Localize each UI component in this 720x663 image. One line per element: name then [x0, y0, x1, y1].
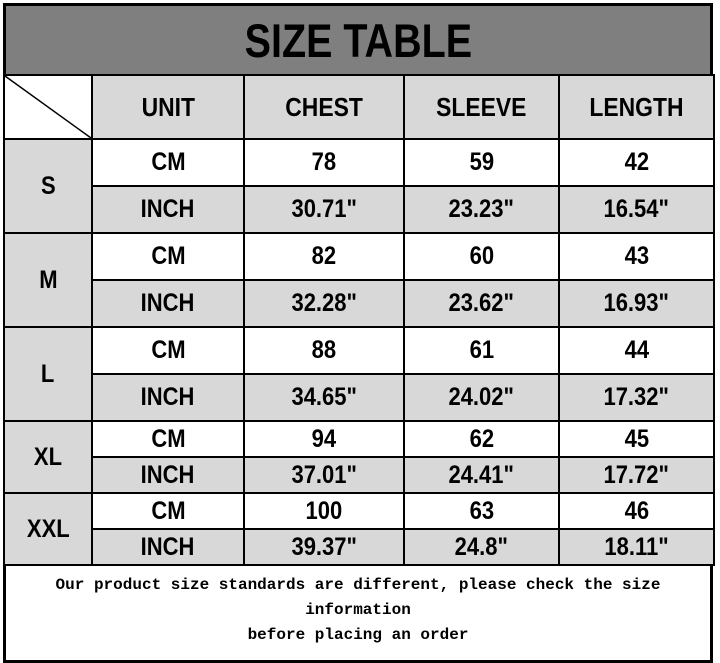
- value-xl-cm-1: [404, 421, 559, 457]
- diagonal-cell: [4, 75, 92, 139]
- value-s-inch-2: [559, 186, 714, 233]
- unit-cell-m-inch-text: INCH: [141, 289, 195, 317]
- unit-cell-m-inch: [92, 280, 244, 327]
- value-xl-inch-2: [559, 457, 714, 493]
- value-xxl-inch-0-text: 39.37": [291, 532, 357, 561]
- col-header-sleeve-label: SLEEVE: [436, 91, 527, 122]
- title-bar: [3, 3, 713, 77]
- unit-cell-m-cm: [92, 233, 244, 280]
- value-m-inch-2-text: 16.93": [603, 289, 670, 317]
- value-xxl-cm-0: [244, 493, 404, 529]
- diagonal-divider-icon: [5, 76, 91, 138]
- value-m-inch-1-text: 23.62": [448, 289, 515, 317]
- value-xxl-inch-0: [244, 529, 404, 565]
- value-xl-inch-2-text: 17.72": [603, 460, 670, 489]
- value-l-inch-1-text: 24.02": [448, 383, 515, 411]
- unit-cell-s-cm-text: CM: [150, 148, 186, 176]
- col-header-chest-label: CHEST: [285, 91, 363, 122]
- row-s-cm: [4, 139, 714, 186]
- unit-cell-s-inch-text: INCH: [141, 195, 195, 223]
- value-m-cm-0-text: 82: [311, 242, 337, 270]
- row-l-inch: [4, 374, 714, 421]
- value-xxl-cm-2-text: 46: [624, 496, 649, 525]
- unit-cell-xxl-cm-text: CM: [150, 496, 186, 525]
- size-label-xl: [4, 421, 92, 493]
- value-l-cm-2: [559, 327, 714, 374]
- unit-cell-l-inch: [92, 374, 244, 421]
- unit-cell-xxl-inch-text: INCH: [141, 532, 195, 561]
- value-l-inch-0-text: 34.65": [291, 383, 357, 411]
- size-label-m-text: M: [38, 265, 58, 294]
- unit-cell-xl-inch: [92, 457, 244, 493]
- value-l-cm-2-text: 44: [624, 336, 649, 364]
- unit-cell-l-cm: [92, 327, 244, 374]
- value-m-inch-0: [244, 280, 404, 327]
- value-m-cm-1: [404, 233, 559, 280]
- unit-cell-xl-cm-text: CM: [150, 424, 186, 453]
- size-chart-sheet: [3, 3, 713, 663]
- col-header-unit: [92, 75, 244, 139]
- value-xl-cm-0: [244, 421, 404, 457]
- value-m-cm-2-text: 43: [624, 242, 649, 270]
- value-s-cm-2-text: 42: [624, 148, 649, 176]
- row-xxl-inch: [4, 529, 714, 565]
- size-label-xxl: [4, 493, 92, 565]
- col-header-length-label: LENGTH: [589, 91, 684, 122]
- size-label-l: [4, 327, 92, 421]
- size-note-line2: before placing an order: [247, 626, 469, 644]
- table-header-row: [4, 75, 714, 139]
- value-xl-cm-2: [559, 421, 714, 457]
- value-l-cm-0-text: 88: [311, 336, 337, 364]
- value-s-inch-0-text: 30.71": [291, 195, 357, 223]
- value-s-inch-1: [404, 186, 559, 233]
- value-xxl-inch-1: [404, 529, 559, 565]
- unit-cell-xl-inch-text: INCH: [141, 460, 195, 489]
- value-l-inch-2-text: 17.32": [603, 383, 670, 411]
- value-xxl-inch-2: [559, 529, 714, 565]
- value-m-inch-0-text: 32.28": [291, 289, 357, 317]
- value-xl-cm-2-text: 45: [624, 424, 649, 453]
- value-xxl-cm-1: [404, 493, 559, 529]
- value-s-cm-2: [559, 139, 714, 186]
- size-table: [3, 74, 715, 566]
- unit-cell-s-inch: [92, 186, 244, 233]
- value-xl-inch-0-text: 37.01": [291, 460, 357, 489]
- value-xxl-cm-0-text: 100: [305, 496, 343, 525]
- value-m-inch-1: [404, 280, 559, 327]
- value-s-cm-0-text: 78: [311, 148, 337, 176]
- value-m-cm-1-text: 60: [469, 242, 494, 270]
- size-table-body: [4, 139, 714, 565]
- unit-cell-s-cm: [92, 139, 244, 186]
- col-header-unit-label: UNIT: [141, 91, 195, 122]
- col-header-chest: [244, 75, 404, 139]
- value-s-inch-1-text: 23.23": [448, 195, 515, 223]
- unit-cell-l-cm-text: CM: [150, 336, 186, 364]
- row-xl-inch: [4, 457, 714, 493]
- value-m-cm-2: [559, 233, 714, 280]
- value-m-inch-2: [559, 280, 714, 327]
- value-xxl-inch-2-text: 18.11": [604, 532, 669, 561]
- size-label-l-text: L: [41, 359, 55, 388]
- size-note-line1: Our product size standards are different, please check the size information: [55, 576, 661, 619]
- size-label-xxl-text: XXL: [26, 514, 70, 543]
- value-l-cm-0: [244, 327, 404, 374]
- value-s-inch-0: [244, 186, 404, 233]
- value-l-cm-1-text: 61: [469, 336, 494, 364]
- row-s-inch: [4, 186, 714, 233]
- row-m-inch: [4, 280, 714, 327]
- size-label-s: [4, 139, 92, 233]
- size-label-xl-text: XL: [33, 442, 63, 471]
- size-label-m: [4, 233, 92, 327]
- value-s-cm-0: [244, 139, 404, 186]
- page-title: SIZE TABLE: [244, 13, 472, 67]
- col-header-sleeve: [404, 75, 559, 139]
- value-xl-inch-1: [404, 457, 559, 493]
- value-l-inch-1: [404, 374, 559, 421]
- row-m-cm: [4, 233, 714, 280]
- value-s-inch-2-text: 16.54": [603, 195, 670, 223]
- size-note: [3, 564, 713, 663]
- unit-cell-m-cm-text: CM: [150, 242, 186, 270]
- value-l-inch-2: [559, 374, 714, 421]
- row-xl-cm: [4, 421, 714, 457]
- col-header-length: [559, 75, 714, 139]
- value-xl-inch-1-text: 24.41": [448, 460, 515, 489]
- row-l-cm: [4, 327, 714, 374]
- unit-cell-l-inch-text: INCH: [141, 383, 195, 411]
- row-xxl-cm: [4, 493, 714, 529]
- size-label-s-text: S: [40, 171, 56, 200]
- value-xl-inch-0: [244, 457, 404, 493]
- value-xxl-cm-2: [559, 493, 714, 529]
- value-s-cm-1: [404, 139, 559, 186]
- value-xl-cm-0-text: 94: [311, 424, 337, 453]
- value-xxl-inch-1-text: 24.8": [454, 532, 509, 561]
- value-m-cm-0: [244, 233, 404, 280]
- unit-cell-xl-cm: [92, 421, 244, 457]
- unit-cell-xxl-inch: [92, 529, 244, 565]
- unit-cell-xxl-cm: [92, 493, 244, 529]
- value-xxl-cm-1-text: 63: [469, 496, 494, 525]
- value-l-cm-1: [404, 327, 559, 374]
- value-s-cm-1-text: 59: [469, 148, 494, 176]
- value-xl-cm-1-text: 62: [469, 424, 494, 453]
- value-l-inch-0: [244, 374, 404, 421]
